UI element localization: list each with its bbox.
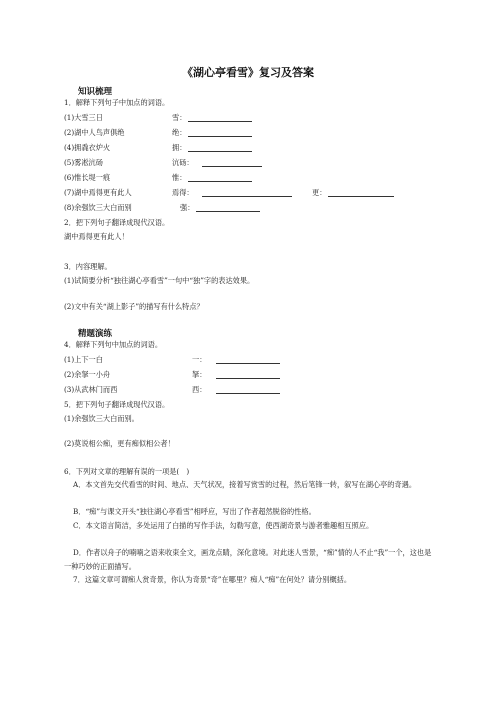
vocab-sentence: (2)湖中人鸟声俱绝 [64, 128, 125, 137]
vocab-word: 雪： [172, 113, 187, 122]
answer-blank[interactable] [202, 166, 262, 167]
option-a: A．本文首先交代看雪的时间、地点、天气状况，接着写赏雪的过程，然后笔锋一转，叙写在湖心亭的奇遇。 [73, 480, 417, 489]
question-5: 5．把下列句子翻译成现代汉语。 [64, 400, 170, 409]
vocab-word: 惟： [172, 173, 187, 182]
option-d: D．作者以舟子的喃喃之语来收束全文，画龙点睛，深化意境。对此迷人雪景，“痴”情的人不止“我”一个，这也是一种巧妙的正面描写。 [64, 548, 432, 571]
answer-blank[interactable] [202, 196, 292, 197]
vocab-word: 拏： [192, 370, 207, 379]
question-2-sentence: 湖中焉得更有此人！ [64, 232, 129, 241]
vocab-word: 拥： [172, 143, 187, 152]
answer-blank[interactable] [188, 151, 252, 152]
vocab-sentence: (1)大雪三日 [64, 113, 103, 122]
vocab-word-2: 更： [312, 188, 327, 197]
vocab-sentence: (6)惟长堤一痕 [64, 173, 111, 182]
question-3-2: (2)文中有关“湖上影子”的描写有什么特点？ [64, 302, 204, 311]
vocab-sentence: (4)拥毳衣炉火 [64, 143, 111, 152]
vocab-word: 沆砀： [172, 158, 194, 167]
answer-blank[interactable] [196, 211, 260, 212]
answer-blank[interactable] [216, 378, 280, 379]
question-3: 3．内容理解。 [64, 262, 112, 271]
vocab-sentence: (8)余强饮三大白而别 [64, 203, 132, 212]
question-4: 4．解释下列句中加点的词语。 [64, 340, 163, 349]
vocab-word: 强： [180, 203, 195, 212]
answer-blank[interactable] [188, 136, 252, 137]
question-1: 1．解释下列句子中加点的词语。 [64, 98, 170, 107]
vocab-sentence: (2)余拏一小舟 [64, 370, 111, 379]
question-3-1: (1)试简要分析“独往湖心亭看雪”一句中“独”字的表达效果。 [64, 276, 255, 285]
answer-blank[interactable] [328, 196, 394, 197]
answer-blank[interactable] [216, 393, 280, 394]
vocab-sentence: (5)雾凇沆砀 [64, 158, 103, 167]
question-7: 7．这篇文章可谓痴人赏奇景，你认为奇景“奇”在哪里？痴人“痴”在何处？请分别概括。 [73, 575, 352, 584]
question-6: 6．下列对文章的理解有误的一项是( ) [64, 467, 190, 476]
vocab-word: 绝： [172, 128, 187, 137]
question-5-2: (2)莫说相公痴，更有痴似相公者！ [64, 439, 175, 448]
answer-blank[interactable] [188, 121, 252, 122]
answer-blank[interactable] [188, 181, 252, 182]
question-5-1: (1)余强饮三大白而别。 [64, 414, 139, 423]
section-heading-knowledge: 知识梳理 [78, 87, 113, 97]
vocab-sentence: (1)上下一白 [64, 355, 103, 364]
option-b: B．“痴”与课文开头“独往湖心亭看雪”相呼应，写出了作者超然脱俗的性格。 [73, 507, 316, 516]
section-heading-practice: 精题演练 [78, 329, 113, 339]
page-title: 《湖心亭看雪》复习及答案 [182, 66, 314, 79]
vocab-sentence: (7)湖中焉得更有此人 [64, 188, 132, 197]
vocab-word: 西： [192, 385, 207, 394]
vocab-word: 一： [192, 355, 207, 364]
vocab-word: 焉得： [172, 188, 194, 197]
question-2: 2．把下列句子翻译成现代汉语。 [64, 218, 170, 227]
option-c: C．本文语言简洁，多处运用了白描的写作手法，勾勒写意，使西湖奇景与游者雅趣相互照应。 [73, 521, 374, 530]
vocab-sentence: (3)从武林门而西 [64, 385, 118, 394]
answer-blank[interactable] [216, 363, 280, 364]
